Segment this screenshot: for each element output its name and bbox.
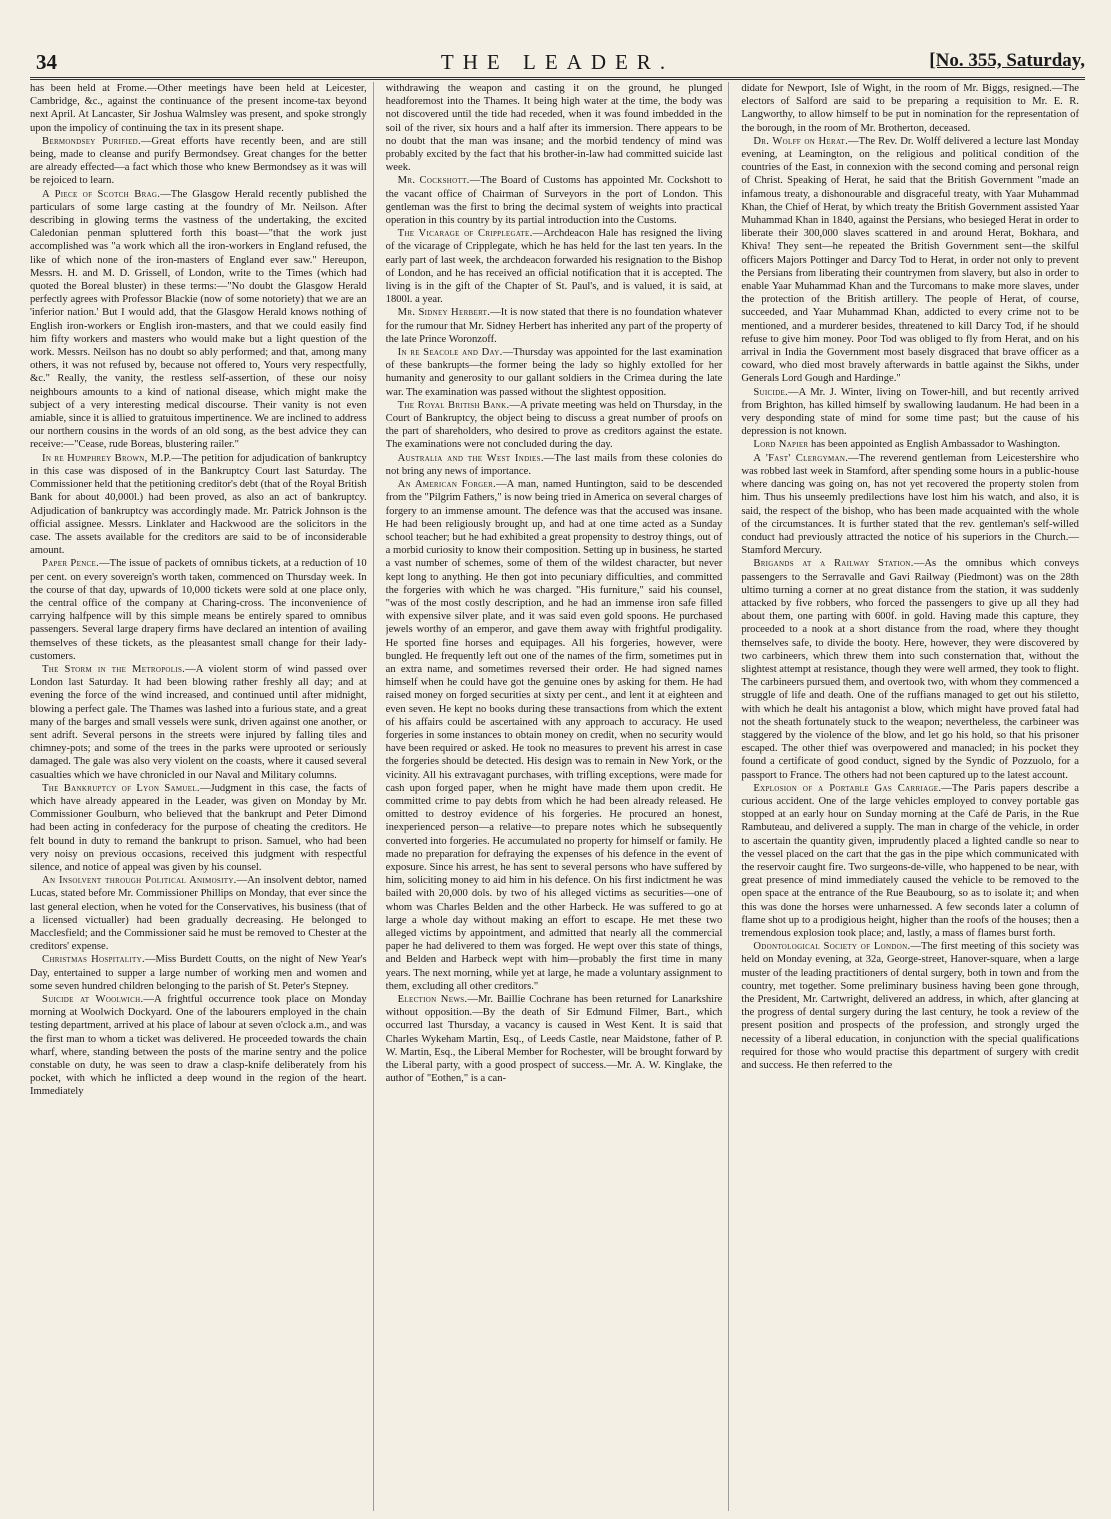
article-heading: Paper Pence.: [42, 558, 100, 570]
article-paragraph: [30, 557, 367, 663]
article-text: —An insolvent debtor, named Lucas, stated before Mr. Commissioner Phillips on Monday, that ever since the last general election, when he voted for the Conservatives, his business (that of a licensed victualler) had been gradually decreasing. He belonged to Macclesfield; and the Commissioner said he must be removed to Chester at the creditors' expense.: [30, 875, 367, 953]
article-text: —As the omnibus which conveys passengers to the Serravalle and Gavi Railway (Piedmont) was on the 28th ultimo turning a corner at no great distance from the station, it was suddenly attacked by five robbers, who forced the passengers to give up all they had about them, one parting with 600f. in gold. Having made this capture, they proceeded to a nook at a short distance from the road, where they thought themselves safe, to divide the booty. Here, however, they were discovered by two carbineers, which threw them into such consternation that, without the slightest attempt at resistance, though they were well armed, they took to flight. The carbineers pursued them, and overtook two, with whom they commenced a struggle of life and death. One of the ruffians managed to get out his stiletto, with which he dealt his antagonist a blow, which might have proved fatal had not the sheath fortunately stuck to the weapon; nevertheless, the carbineer was staggered by the violence of the blow, and let go his hold, so that his prisoner escaped. The other thief was overpowered and manacled; in his pocket they found a certificate of good conduct, signed by the Syndic of Pozzuolo, for a passport to France. The others had not been captured up to the latest account.: [741, 558, 1079, 781]
article-paragraph: [386, 174, 723, 227]
article-heading: Lord Napier: [753, 439, 809, 451]
article-paragraph: [386, 993, 723, 1085]
article-heading: Suicide at Woolwich.: [42, 994, 144, 1006]
article-text: —Judgment in this case, the facts of which have already appeared in the Leader, was given on Monday by Mr. Commissioner Goulburn, who believed that the bankrupt and Peter Dimond had been acting in confederacy for the purpose of cheating the creditors. He felt bound in duty to remand the bankrupt to prison. Samuel, who had been very noisy on previous occasions, received this judgment with respectful silence, and notice of appeal was given by his counsel.: [30, 782, 367, 873]
article-text: —The petition for adjudication of bankruptcy in this case was disposed of in the Bankruptcy Court last Saturday. The Commissioner held that the petitioning creditor's debt (that of the Royal British Bank for about 40,000l.) had been proved, as also an act of bankruptcy. Adjudication of bankruptcy was accordingly made. Mr. Patrick Johnson is the official assignee. Messrs. Linklater and Hackwood are the solicitors in the case. The assets available for the creditors are said to be of inconsiderable amount.: [30, 452, 367, 557]
article-text: withdrawing the weapon and casting it on the ground, he plunged headforemost into the Thames. It being high water at the time, the body was not discovered until the tide had receded, when it was found imbedded in the soil of the river, six hours and a half after its immersion. There appears to be no doubt that the man was insane; and the morbid tendency of mind was probably excited by the fact that his brother-in-law had committed suicide last week.: [385, 83, 723, 174]
article-paragraph: [30, 993, 367, 1099]
article-paragraph: [741, 452, 1079, 558]
article-text: —The Glasgow Herald recently published the particulars of some large casting at the foundry of Mr. Neilson. After describing in glowing terms the vastness of the undertaking, the excited Caledonian penman spluttered forth this boast—"that the work just accomplished was "a work which all the iron-workers in England refused, the like of which none of the iron-masters of England ever saw." Hereupon, Messrs. H. and M. D. Grissell, of London, write to the Times (which had quoted the Boreal bluster) in these terms:—"No doubt the Glasgow Herald perfectly agrees with Professor Blackie (now of some notoriety) that we are an 'inferior nation.' But I would add, that the Glasgow Herald knows nothing of English iron-workers or English iron-masters, and that we could easily find him fifty workers and masters who would make but a light question of the work. Messrs. Neilson has no doubt so ably performed; and that, among many others, it was not refused by, because not offered to, Yours very respectfully, &c." Really, the vanity, the restless self-assertion, of these our noisy neighbours amounts to a kind of national disease, which might make the subject of a very interesting medical discourse. Their vanity is not even amiable, since it is allied to gratuitous impertinence. We are inclined to address our northern cousins in the words of an old song, as the best advice they can receive:—"Cease, rude Boreas, blustering railer.": [30, 188, 367, 451]
article-paragraph: [386, 82, 723, 174]
article-paragraph: [386, 306, 723, 346]
article-heading: Brigands at a Railway Station.: [753, 558, 914, 570]
article-text: —Archdeacon Hale has resigned the living of the vicarage of Cripplegate, which he has held for the last ten years. In the early part of last week, the archdeacon forwarded his resignation to the Bishop of London, and he has received an official notification that it is accepted. The living is in the gift of the Chapter of St. Paul's, and is valued, it is said, at 1800l. a year.: [385, 228, 723, 306]
article-paragraph: [30, 782, 367, 874]
page-number: 34: [36, 50, 57, 74]
article-heading: Bermondsey Purified.: [42, 135, 141, 147]
article-heading: Explosion of a Portable Gas Carriage.: [753, 782, 942, 794]
article-heading: An American Forger.: [397, 479, 497, 491]
column-1: [30, 82, 374, 1511]
article-heading: The Storm in the Metropolis.: [42, 663, 186, 675]
article-columns: [30, 82, 1085, 1511]
article-paragraph: [30, 663, 367, 782]
column-2: [386, 82, 730, 1511]
article-paragraph: [741, 386, 1079, 439]
article-paragraph: [386, 478, 723, 993]
article-heading: Odontological Society of London.: [753, 941, 911, 953]
article-paragraph: [741, 782, 1079, 940]
article-text: —The Paris papers describe a curious accident. One of the large vehicles employed to convey portable gas stopped at an early hour on Sunday morning at the Café de Paris, in the Rue Rambuteau, and delivered a supply. The man in charge of the vehicle, in order to ascertain the quantity given, imprudently placed a lighted candle so near to the vessel placed on the cart that the gas in the pipe which communicated with the reservoir caught fire. Two surgeons-de-ville, who happened to be near, with great presence of mind immediately caused the vehicle to be removed to the open space at the entrance of the Rue Beaubourg, so as to isolate it; and when this was done the horses were unharnessed. A few seconds later a column of flame shot up to a prodigious height, higher than the roofs of the houses; then a tremendous explosion took place; and, lastly, a mass of flames burst forth.: [741, 782, 1079, 939]
article-text: —A frightful occurrence took place on Monday morning at Woolwich Dockyard. One of the labourers employed in the chain testing department, arrived at his place of labour at seven o'clock a.m., and was the first man to whom a ticket was delivered. He proceeded towards the chain wharf, where, standing between the posts of the marine sentry and the police constable on duty, he was seen to draw a clasp-knife deliberately from his pocket, with which he inflicted a deep wound in the region of the heart. Immediately: [30, 994, 367, 1098]
article-paragraph: [30, 188, 367, 452]
article-heading: Australia and the West Indies.: [397, 452, 544, 464]
article-heading: The Vicarage of Cripplegate.: [397, 228, 533, 240]
article-text: —A man, named Huntington, said to be descended from the "Pilgrim Fathers," is now being tried in America on several charges of forgery to an immense amount. The defence was that the accused was insane. He had been religiously brought up, and had at one time acted as a Sunday school teacher; but he had exhibited a great propensity to destroy things, out of a morbid curiosity to know their composition. Setting up in business, he started a vast number of schemes, some of them of the wildest character, but never kept long to anything. He then got into pecuniary difficulties, and committed the forgeries with which he was charged. "His furniture," said his counsel, "was of the most costly description, and he had an immense iron safe filled with expensive silver plate, and it was said even gold spoons. He purchased jewels worthy of an emperor, and gave them away with frightful prodigality. He sported fine horses and equipages. All his forgeries, however, were bungled. He frequently left out one of the names of the firm, sometimes put in an extra name, and sometimes reversed their order. He had signed names himself when he could have got the genuine ones by asking for them. He had raised money on forged securities at sixty per cent., and lent it at eighteen and even seven. He kept no books during these transactions from which the extent of his affairs could be ascertained with any approach to accuracy. He used forgeries in some instances to obtain money on credit, when no security would have been required or asked. He took no measures to prevent his arrest in case the forgeries should be detected. His design was to remain in New York, or the vicinity. All his extravagant purchases, with trifling exceptions, were made for cash upon forged paper, when he might have made them upon credit. He committed crime to pay debts from which he had been already released. He omitted to destroy evidence of his forgeries. He procured an honest, inexperienced person—a relative—to prepare notes which he subsequently converted into forgeries. He accumulated no property for himself or family. He made no preparation for defraying the expenses of his defence in the event of exposure. Since his arrest, he has sent to several persons who have suffered by him, soliciting money to aid him in his defence. On his first indictment he was bailed with 20,000 dols. by two of his alleged victims as securities—one of whom was Charles Belden and the other Harbeck. He was suffered to go at large a whole day without making an effort to escape. He met these two alleged victims by appointment, and admitted that nearly all the commercial paper he had delivered to them was forged. He wept over this state of things, and Belden and Harbeck wept with him—probably the first time in many years. The next morning, while yet at large, he made a voluntary assignment to them, excluding all other creditors.": [385, 479, 723, 992]
article-paragraph: [741, 940, 1079, 1072]
article-text: —Miss Burdett Coutts, on the night of New Year's Day, entertained to supper a large number of working men and women and some seven hundred children belonging to the parish of St. Peter's Stepney.: [30, 954, 367, 992]
article-heading: In re Seacole and Day.: [397, 347, 503, 359]
article-heading: Dr. Wolff on Herat.: [753, 135, 849, 147]
newspaper-title: THE LEADER.: [440, 50, 675, 74]
article-paragraph: [386, 346, 723, 399]
issue-info: [No. 355, Saturday,: [929, 50, 1085, 71]
article-heading: A 'Fast' Clergyman.: [753, 452, 849, 464]
article-text: —The Rev. Dr. Wolff delivered a lecture last Monday evening, at Leamington, on the religious and political condition of the countries of the East, in connexion with the second coming and personal reign of Christ. Speaking of Herat, he said that the British Government "made an infamous treaty, a dishonourable and disgraceful treaty, with Yaar Muhammad Khan, the Chief of Herat, by which treaty the British Government assisted Yaar Muhammad Khan in 1840, against the Persians, who besieged Herat in order to liberate their 300,000 slaves scattered in and around Herat, Bokhara, and Khiva! They sent—he repeated the British Government sent—the skilful officers Majors Pottinger and Darcy Tod to Herat, in order not only to prevent the Persians from liberating their countrymen from slavery, but also in order to enable Yaar Muhammad Khan and the Turcomans to make more slaves, under the protection of the British artillery. The people of Herat, of course, succeeded, and Yaar Muhammad Khan, addicted to every crime not to be mentioned, and a murderer besides, threatened to kill Darcy Tod, if he should refuse to give him money. Poor Tod was obliged to fly from Herat, and on his arrival in India the Government most basely disgraced that brave officer as a coward, who died most bravely afterwards in battle against the Sikhs, under Generals Lord Gough and Hardinge.": [741, 135, 1079, 385]
article-paragraph: [386, 452, 723, 478]
article-paragraph: [30, 452, 367, 558]
article-paragraph: [741, 557, 1079, 781]
article-paragraph: [30, 953, 367, 993]
article-heading: Suicide.: [753, 386, 788, 398]
article-text: —Great efforts have recently been, and are still being, made to cleanse and purify Bermondsey. Great changes for the better are already effected—a fact which those who knew Bermondsey as it was will be rejoiced to learn.: [30, 135, 367, 187]
article-text: —A private meeting was held on Thursday, in the Court of Bankruptcy, the object being to discuss a great number of proofs on the part of shareholders, who desired to prove as creditors against the estate. The examinations were not concluded during the day.: [385, 399, 723, 451]
article-heading: The Bankruptcy of Lyon Samuel.: [42, 782, 200, 794]
article-text: didate for Newport, Isle of Wight, in the room of Mr. Biggs, resigned.—The electors of Salford are said to be preparing a requisition to Mr. E. R. Langworthy, to allow himself to be put in nomination for the representation of the borough, in the room of Mr. Brotherton, deceased.: [741, 83, 1079, 134]
article-heading: Mr. Sidney Herbert.: [397, 307, 491, 319]
article-heading: An Insolvent through Political Animosity.: [42, 875, 237, 887]
article-text: —The last mails from these colonies do not bring any news of importance.: [385, 452, 723, 477]
article-heading: In re Humphrey Brown, M.P.: [42, 452, 172, 464]
article-paragraph: [741, 438, 1079, 451]
article-paragraph: [30, 135, 367, 188]
article-heading: Mr. Cockshott.: [397, 175, 470, 187]
article-paragraph: [30, 874, 367, 953]
masthead: [30, 0, 1085, 76]
article-paragraph: [741, 82, 1079, 135]
article-paragraph: [30, 82, 367, 135]
article-text: —It is now stated that there is no foundation whatever for the rumour that Mr. Sidney Herbert has inherited any part of the property of the late Prince Woronzoff.: [385, 307, 723, 345]
article-text: —Thursday was appointed for the last examination of these bankrupts—the former being the lady so highly extolled for her humanity and generosity to our gallant soldiers in the Crimea during the late war. The examination was passed without the slightest opposition.: [385, 347, 723, 398]
article-text: —Mr. Baillie Cochrane has been returned for Lanarkshire without opposition.—By the death of Sir Edmund Filmer, Bart., which occurred last Thursday, a vacancy is caused in West Kent. It is said that Charles Wykeham Martin, Esq., of Leeds Castle, near Maidstone, father of P. W. Martin, Esq., the Liberal Member for Rochester, will be brought forward by the Liberal party, with a good prospect of success.—Mr. A. W. Kinglake, the author of "Eothen," is a can-: [385, 994, 723, 1085]
article-text: —The issue of packets of omnibus tickets, at a reduction of 10 per cent. on every sovereign's worth taken, commenced on Thursday week. In the course of that day, upwards of 10,000 tickets were sold at one place only, the central office of the company at Charing-cross. The inconvenience of carrying halfpence will by this simple means be entirely spared to omnibus passengers. Several large drapery firms have declared an intention of availing themselves of these tickets, as the pleasantest small change for their lady-customers.: [30, 558, 367, 662]
article-heading: Election News.: [397, 994, 468, 1006]
article-text: —The reverend gentleman from Leicestershire who was robbed last week in Stamford, after spending some hours in a public-house where dancing was going on, has not yet recovered the property stolen from him. Thus his unseemly predilections have lost him his watch, and also, it is said, the respect of the bishop, who has been made acquainted with the whole of the circumstances. It is further stated that the rev. gentleman's self-willed conduct had previously attracted the notice of his superiors in the Church.—Stamford Mercury.: [741, 452, 1079, 557]
article-heading: A Piece of Scotch Brag.: [42, 188, 161, 200]
article-heading: The Royal British Bank.: [397, 399, 510, 411]
article-paragraph: [386, 399, 723, 452]
column-3: [741, 82, 1085, 1511]
article-text: —The first meeting of this society was held on Monday evening, at 32a, George-street, Hanover-square, when a large muster of the leading practitioners of dental surgery, both in town and from the country, met together. Some preliminary business having been gone through, the President, Mr. Cartwright, delivered an address, in which, after glancing at the progress of dental surgery during the last century, he took a review of the present position and prospects of the profession, and strongly urged the necessity of a liberal education, in conjunction with the special qualifications required for those who would practise this department of surgery with credit and success. He then referred to the: [741, 941, 1079, 1072]
article-text: —A Mr. J. Winter, living on Tower-hill, and but recently arrived from Brighton, has killed himself by swallowing laudanum. He had been in a very desponding state of mind for some time past; but the cause of his depression is not known.: [741, 386, 1079, 438]
article-text: has been appointed as English Ambassador to Washington.: [808, 439, 1061, 451]
header-rule: [30, 77, 1085, 80]
article-text: has been held at Frome.—Other meetings have been held at Leicester, Cambridge, &c., against the continuance of the present income-tax beyond next April. At Lancaster, Sir Joshua Walmsley was present, and spoke strongly upon the impolicy of continuing the tax in its present shape.: [30, 83, 367, 134]
article-paragraph: [741, 135, 1079, 386]
article-text: —A violent storm of wind passed over London last Saturday. It had been blowing rather freshly all day; and at evening the force of the wind increased, and continued until after midnight, blowing a perfect gale. The Thames was lashed into a furious state, and a great many of the barges and small vessels were sunk, driven against one another, or sent adrift. Several persons in the streets were injured by falling tiles and chimney-pots; and some of the trees in the parks were uprooted or seriously damaged. The gale was also very violent on the coasts, where it caused several casualties which we have chronicled in our Naval and Military columns.: [30, 663, 367, 781]
article-heading: Christmas Hospitality.: [42, 954, 145, 966]
article-text: —The Board of Customs has appointed Mr. Cockshott to the vacant office of Chairman of Surveyors in the port of London. This gentleman was the first to bring the decimal system of weights into practical operation in this country by its partial introduction into the Customs.: [385, 175, 723, 227]
article-paragraph: [386, 227, 723, 306]
